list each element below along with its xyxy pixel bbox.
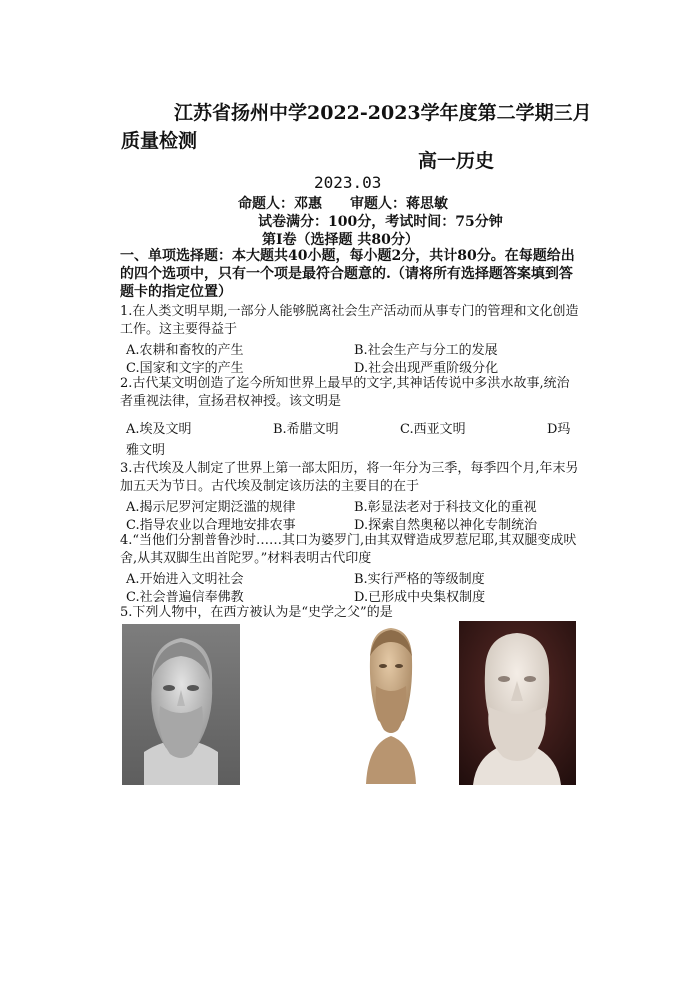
question-1-option-b: B.社会生产与分工的发展 bbox=[354, 343, 498, 358]
question-1-option-a: A.农耕和畜牧的产生 bbox=[126, 343, 244, 358]
question-1-option-d: D.社会出现严重阶级分化 bbox=[354, 361, 499, 376]
section-instructions: 一、单项选择题：本大题共40小题，每小题2分，共计80分。在每题给出的四个选项中，只有一个项是最符合题意的.（请将所有选择题答案填到答题卡的指定位置） bbox=[120, 248, 575, 300]
question-3-stem: 3.古代埃及人制定了世界上第一部太阳历，将一年分为三季，每季四个月,年末另加五天为节日。古代埃及制定该历法的主要目的在于 bbox=[120, 461, 579, 494]
question-2-stem: 2.古代某文明创造了迄今所知世界上最早的文字,其神话传说中多洪水故事,统治者重视法律，宣扬君权神授。该文明是 bbox=[120, 376, 570, 409]
exam-date: 2023.03 bbox=[314, 173, 382, 192]
question-4-option-d: D.已形成中央集权制度 bbox=[354, 590, 486, 605]
bust-photo-1 bbox=[122, 624, 240, 785]
question-3-option-d: D.探索自然奥秘以神化专制统治 bbox=[354, 518, 538, 533]
question-4-option-c: C.社会普遍信奉佛教 bbox=[126, 590, 244, 605]
question-2-option-d-cont: 雅文明 bbox=[126, 443, 166, 458]
document-title-line1: 江苏省扬州中学2022-2023学年度第二学期三月 bbox=[174, 102, 592, 124]
bust-photo-bronze-icon bbox=[360, 624, 422, 784]
question-4-option-a: A.开始进入文明社会 bbox=[126, 572, 244, 587]
question-1-option-c: C.国家和文字的产生 bbox=[126, 361, 244, 376]
reviewer-name: 审题人：蒋思敏 bbox=[350, 196, 448, 212]
bust-photo-2 bbox=[360, 624, 422, 784]
subject-title: 高一历史 bbox=[418, 150, 495, 172]
question-4-stem: 4.“当他们分割普鲁沙时……其口为婆罗门,由其双臂造成罗惹尼耶,其双腿变成吠舍,从其双脚生出首陀罗。”材料表明古代印度 bbox=[120, 533, 577, 566]
setter-name: 命题人：邓惠 bbox=[238, 196, 322, 212]
question-3-option-a: A.揭示尼罗河定期泛滥的规律 bbox=[126, 500, 296, 515]
question-2-option-a: A.埃及文明 bbox=[126, 422, 192, 437]
question-1-stem: 1.在人类文明早期,一部分人能够脱离社会生产活动而从事专门的管理和文化创造工作。这主要得益于 bbox=[120, 304, 579, 337]
setters-line bbox=[238, 193, 448, 213]
bust-photo-grayscale-icon bbox=[122, 624, 240, 785]
bust-photo-marble-icon bbox=[459, 621, 576, 785]
volume-heading: 第Ⅰ卷（选择题 共80分） bbox=[262, 232, 419, 248]
question-2-option-d: D玛 bbox=[547, 422, 571, 437]
bust-photo-3 bbox=[459, 621, 576, 785]
exam-meta: 试卷满分：100分，考试时间：75分钟 bbox=[258, 214, 503, 230]
question-2-option-b: B.希腊文明 bbox=[273, 422, 339, 437]
question-3-option-c: C.指导农业以合理地安排农事 bbox=[126, 518, 296, 533]
document-title-line2: 质量检测 bbox=[121, 130, 198, 152]
question-5-stem: 5.下列人物中，在西方被认为是“史学之父”的是 bbox=[120, 605, 393, 620]
question-2-option-c: C.西亚文明 bbox=[400, 422, 466, 437]
question-3-option-b: B.彰显法老对于科技文化的重视 bbox=[354, 500, 537, 515]
question-4-option-b: B.实行严格的等级制度 bbox=[354, 572, 485, 587]
